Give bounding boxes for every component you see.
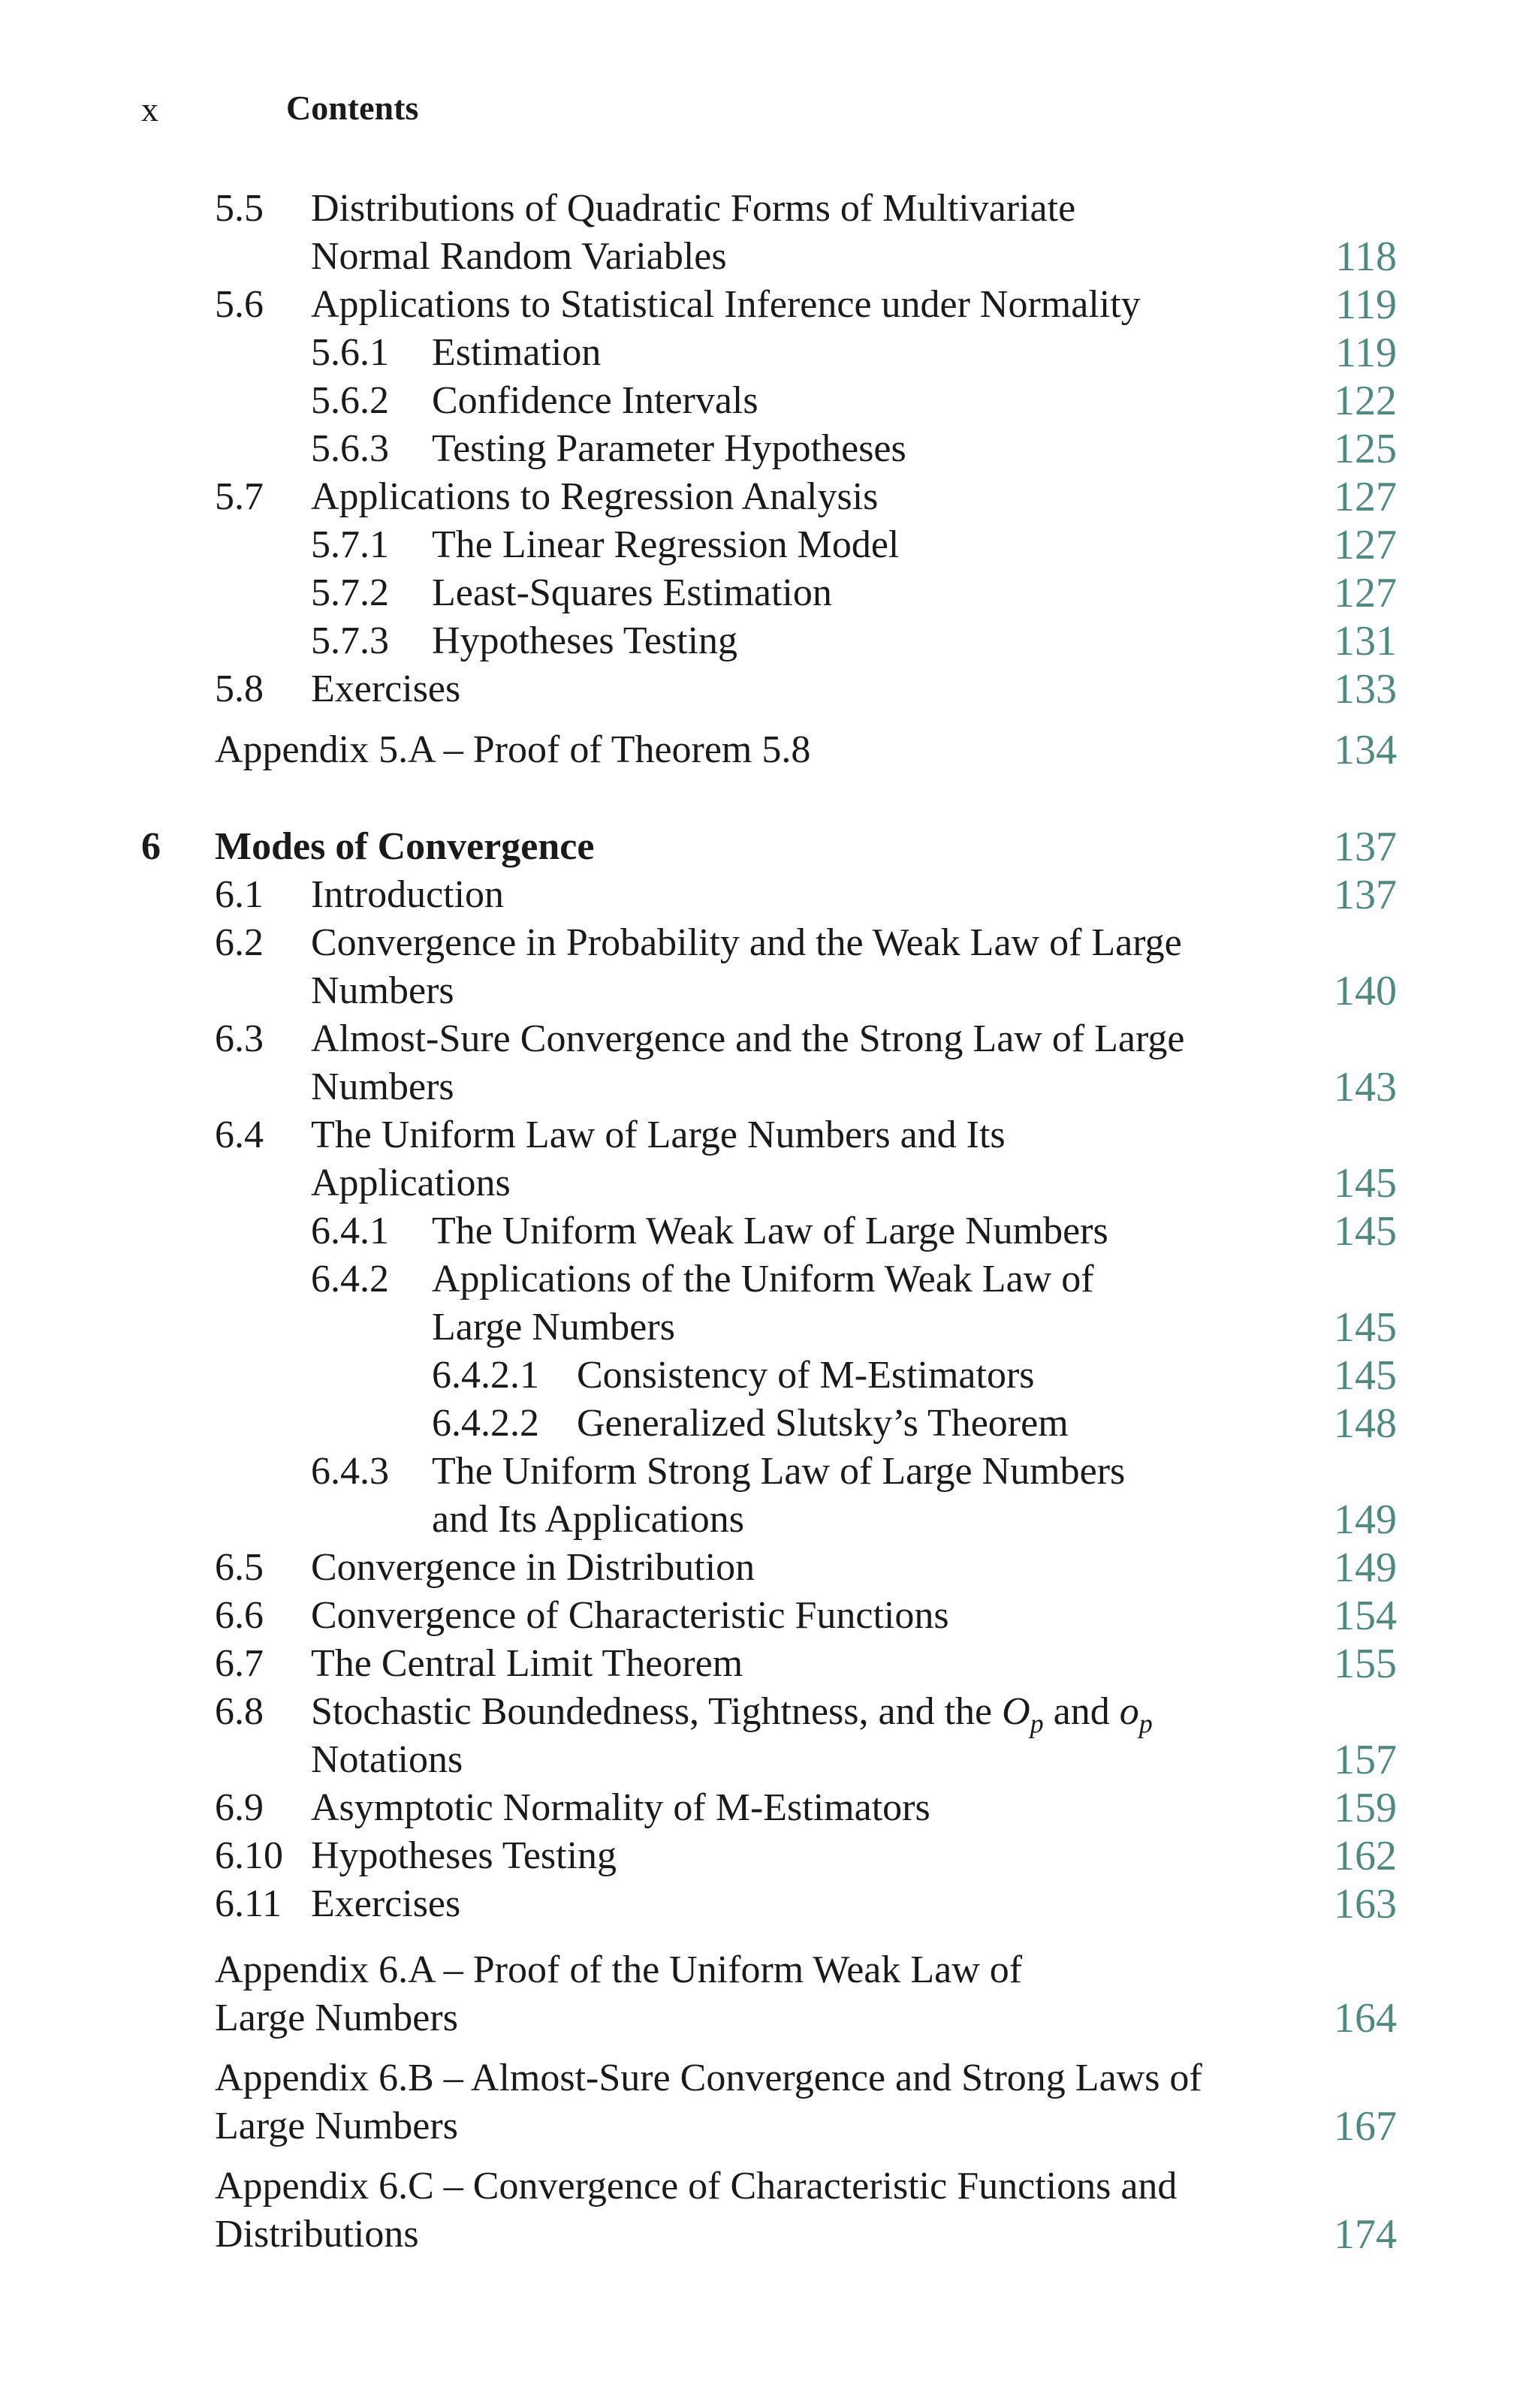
toc-entry[interactable] xyxy=(0,329,1538,381)
toc-entry[interactable] xyxy=(0,1880,1538,1933)
page-ref: 149 xyxy=(1334,1496,1397,1543)
page-ref: 122 xyxy=(1334,378,1397,424)
section-number: 6.9 xyxy=(215,1786,264,1829)
entry-title: The Central Limit Theorem xyxy=(311,1642,743,1685)
toc-appendix-entry[interactable] xyxy=(0,726,1538,779)
entry-title: Asymptotic Normality of M-Estimators xyxy=(311,1786,930,1829)
entry-title: The Linear Regression Model xyxy=(432,523,900,566)
page-ref: 167 xyxy=(1334,2103,1397,2150)
page-ref: 159 xyxy=(1334,1785,1397,1831)
entry-title: and Its Applications xyxy=(432,1498,744,1541)
toc-entry[interactable] xyxy=(0,871,1538,924)
toc-entry-continued[interactable] xyxy=(0,1303,1538,1356)
section-number: 5.7.2 xyxy=(311,571,389,614)
entry-title: Least-Squares Estimation xyxy=(432,571,832,614)
toc-appendix-entry[interactable] xyxy=(0,2162,1538,2215)
entry-title: Applications of the Uniform Weak Law of xyxy=(432,1258,1094,1300)
page-ref: 145 xyxy=(1334,1208,1397,1255)
toc-entry-continued[interactable] xyxy=(0,1159,1538,1212)
entry-title: Large Numbers xyxy=(215,2105,458,2147)
page-ref: 137 xyxy=(1334,824,1397,870)
section-number: 5.6 xyxy=(215,283,264,326)
toc-entry[interactable] xyxy=(0,1448,1538,1500)
entry-title: The Uniform Weak Law of Large Numbers xyxy=(432,1210,1108,1252)
entry-title: Hypotheses Testing xyxy=(311,1834,617,1877)
toc-entry[interactable] xyxy=(0,919,1538,972)
page-ref: 145 xyxy=(1334,1160,1397,1207)
section-number: 6.4 xyxy=(215,1114,264,1156)
toc-entry-continued[interactable] xyxy=(0,1496,1538,1548)
section-number: 5.6.1 xyxy=(311,331,389,374)
page-ref: 145 xyxy=(1334,1352,1397,1399)
section-number: 6.6 xyxy=(215,1594,264,1637)
entry-title: Exercises xyxy=(311,668,461,710)
toc-entry[interactable] xyxy=(0,1784,1538,1837)
toc-entry-continued[interactable] xyxy=(0,2211,1538,2263)
entry-title: The Uniform Strong Law of Large Numbers xyxy=(432,1450,1126,1493)
section-number: 6.4.1 xyxy=(311,1210,389,1252)
section-number: 6.5 xyxy=(215,1546,264,1589)
entry-title: Large Numbers xyxy=(215,1997,458,2039)
toc-entry[interactable] xyxy=(0,1544,1538,1596)
page-ref: 149 xyxy=(1334,1545,1397,1591)
section-number: 6.7 xyxy=(215,1642,264,1685)
page-ref: 133 xyxy=(1334,666,1397,713)
toc-entry[interactable] xyxy=(0,377,1538,429)
toc-entry[interactable] xyxy=(0,185,1538,237)
entry-title: Convergence of Characteristic Functions xyxy=(311,1594,949,1637)
entry-title: Hypotheses Testing xyxy=(432,619,738,662)
entry-title: Exercises xyxy=(311,1882,461,1925)
page-ref: 154 xyxy=(1334,1593,1397,1639)
entry-title: Almost-Sure Convergence and the Strong Law of Large xyxy=(311,1017,1185,1060)
entry-title: Numbers xyxy=(311,1065,454,1108)
section-number: 6.11 xyxy=(215,1882,282,1925)
entry-title: Testing Parameter Hypotheses xyxy=(432,427,906,470)
page-ref: 119 xyxy=(1335,282,1397,328)
entry-title: Applications xyxy=(311,1162,511,1204)
entry-title: Numbers xyxy=(311,969,454,1012)
page-ref: 157 xyxy=(1334,1737,1397,1783)
entry-title: Large Numbers xyxy=(432,1306,675,1349)
toc-entry[interactable] xyxy=(0,1352,1538,1404)
page-ref: 118 xyxy=(1335,234,1397,280)
section-number: 6.8 xyxy=(215,1690,264,1733)
toc-entry[interactable] xyxy=(0,473,1538,526)
page-ref: 127 xyxy=(1334,522,1397,568)
page-ref: 137 xyxy=(1334,872,1397,918)
page-ref: 131 xyxy=(1334,618,1397,665)
page-ref: 163 xyxy=(1334,1881,1397,1927)
entry-title: Distributions of Quadratic Forms of Multivariate xyxy=(311,187,1076,230)
entry-title: Applications to Statistical Inference under Normality xyxy=(311,283,1141,326)
section-number: 6.4.2.2 xyxy=(432,1402,539,1445)
toc-appendix-entry[interactable] xyxy=(0,1946,1538,1999)
toc-entry-continued[interactable] xyxy=(0,2102,1538,2155)
page-ref: 162 xyxy=(1334,1833,1397,1879)
section-number: 5.8 xyxy=(215,668,264,710)
entry-title: Introduction xyxy=(311,873,505,916)
entry-title: Consistency of M-Estimators xyxy=(577,1354,1035,1397)
chapter-number: 6 xyxy=(141,825,161,868)
entry-title: Appendix 5.A – Proof of Theorem 5.8 xyxy=(215,728,811,771)
toc-entry[interactable] xyxy=(0,1400,1538,1452)
toc-entry[interactable] xyxy=(0,1592,1538,1644)
subscript-p: p xyxy=(1138,1708,1153,1739)
section-number: 5.7.1 xyxy=(311,523,389,566)
toc-entry[interactable] xyxy=(0,1832,1538,1885)
section-number: 5.7.3 xyxy=(311,619,389,662)
entry-title: Convergence in Probability and the Weak Law of Large xyxy=(311,921,1182,964)
toc-entry-continued[interactable] xyxy=(0,1063,1538,1116)
entry-title: Appendix 6.A – Proof of the Uniform Weak Law of xyxy=(215,1948,1023,1991)
running-head: Contents xyxy=(286,89,419,127)
entry-title: Convergence in Distribution xyxy=(311,1546,755,1589)
entry-title: Normal Random Variables xyxy=(311,235,727,278)
page-ref: 143 xyxy=(1334,1064,1397,1111)
toc-entry[interactable] xyxy=(0,1255,1538,1308)
section-number: 6.4.2.1 xyxy=(432,1354,539,1397)
page-ref: 134 xyxy=(1334,727,1397,773)
page-ref: 148 xyxy=(1334,1400,1397,1447)
entry-title-text: Stochastic Boundedness, Tightness, and the xyxy=(311,1690,1003,1733)
toc-entry[interactable] xyxy=(0,521,1538,574)
page-ref: 127 xyxy=(1334,474,1397,520)
section-number: 5.6.3 xyxy=(311,427,389,470)
page-ref: 174 xyxy=(1334,2211,1397,2258)
entry-title: Appendix 6.B – Almost-Sure Convergence and Strong Laws of xyxy=(215,2057,1202,2099)
page-ref: 145 xyxy=(1334,1304,1397,1351)
toc-entry[interactable] xyxy=(0,617,1538,670)
page-ref: 140 xyxy=(1334,968,1397,1014)
page-ref: 119 xyxy=(1335,330,1397,376)
section-number: 5.6.2 xyxy=(311,379,389,422)
toc-entry[interactable] xyxy=(0,1640,1538,1692)
entry-title: Confidence Intervals xyxy=(432,379,758,422)
toc-entry[interactable] xyxy=(0,425,1538,478)
entry-title: Notations xyxy=(311,1738,463,1781)
entry-title: Generalized Slutsky’s Theorem xyxy=(577,1402,1069,1445)
page-number: x xyxy=(141,90,158,128)
page-ref: 155 xyxy=(1334,1641,1397,1687)
entry-title: Applications to Regression Analysis xyxy=(311,475,879,518)
toc-appendix-entry[interactable] xyxy=(0,2054,1538,2107)
page-ref: 125 xyxy=(1334,426,1397,472)
entry-title: Appendix 6.C – Convergence of Characteristic Functions and xyxy=(215,2165,1178,2208)
entry-title: Estimation xyxy=(432,331,602,374)
toc-entry[interactable] xyxy=(0,569,1538,622)
toc-entry-continued[interactable] xyxy=(0,1736,1538,1789)
page-ref: 164 xyxy=(1334,1995,1397,2042)
toc-entry[interactable] xyxy=(0,1688,1538,1740)
toc-entry[interactable] xyxy=(0,1015,1538,1068)
section-number: 6.3 xyxy=(215,1017,264,1060)
section-number: 6.4.2 xyxy=(311,1258,389,1300)
page-ref: 127 xyxy=(1334,570,1397,616)
big-o-symbol: O xyxy=(1002,1690,1030,1733)
toc-entry[interactable] xyxy=(0,1111,1538,1164)
section-number: 5.7 xyxy=(215,475,264,518)
entry-title: Distributions xyxy=(215,2213,419,2256)
section-number: 6.10 xyxy=(215,1834,283,1877)
section-number: 6.1 xyxy=(215,873,264,916)
chapter-title: Modes of Convergence xyxy=(215,825,595,868)
chapter-entry[interactable] xyxy=(0,823,1538,875)
toc-entry[interactable] xyxy=(0,665,1538,718)
conjunction: and xyxy=(1043,1690,1120,1733)
toc-entry-continued[interactable] xyxy=(0,1994,1538,2047)
little-o-symbol: o xyxy=(1119,1690,1139,1733)
toc-entry[interactable] xyxy=(0,1207,1538,1260)
subscript-p: p xyxy=(1030,1708,1044,1739)
toc-entry-continued[interactable] xyxy=(0,967,1538,1020)
toc-entry[interactable] xyxy=(0,281,1538,333)
section-number: 6.2 xyxy=(215,921,264,964)
toc-entry-continued[interactable] xyxy=(0,233,1538,285)
section-number: 6.4.3 xyxy=(311,1450,389,1493)
entry-title: The Uniform Law of Large Numbers and Its xyxy=(311,1114,1006,1156)
section-number: 5.5 xyxy=(215,187,264,230)
